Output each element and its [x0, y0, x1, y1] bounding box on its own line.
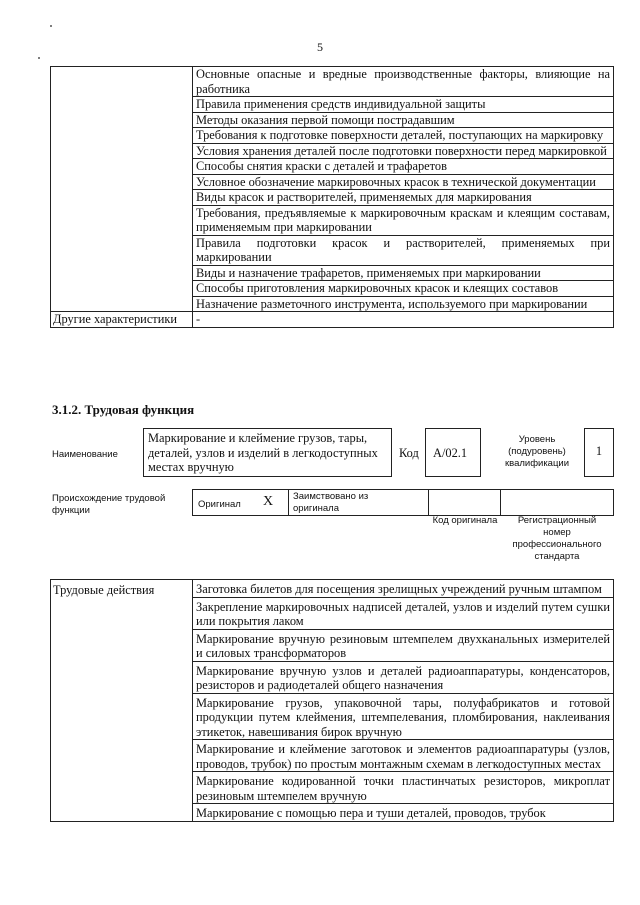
scan-speck [38, 57, 40, 59]
code-original-cell [428, 489, 501, 516]
knowledge-item: Виды красок и растворителей, применяемых для маркирования [193, 190, 614, 206]
page-number: 5 [317, 40, 323, 54]
action-item: Заготовка билетов для посещения зрелищных учреждений ручным штампом [193, 580, 614, 598]
knowledge-item: Требования, предъявляемые к маркировочным краскам и клеящим составам, применяемым при маркировании [193, 205, 614, 235]
code-label: Код [399, 446, 419, 460]
action-item: Маркирование грузов, упаковочной тары, полуфабрикатов и готовой продукции путем клеймения, штемпелевания, пломбирования, наклеивания этикеток, навешивания бирок вручную [193, 693, 614, 740]
knowledge-item: Требования к подготовке поверхности деталей, поступающих на маркировку [193, 128, 614, 144]
function-name-value: Маркирование и клеймение грузов, тары, деталей, узлов и изделий в легкодоступных местах вручную [148, 431, 378, 474]
scan-speck [50, 25, 52, 27]
origin-label: Происхождение трудовой функции [52, 493, 166, 516]
actions-label: Трудовые действия [51, 580, 193, 822]
borrowed-cell [288, 489, 429, 516]
action-item: Маркирование кодированной точки пластинчатых резисторов, микроплат резиновым штемпелем вручную [193, 772, 614, 804]
knowledge-item: Условное обозначение маркировочных красок в технической документации [193, 174, 614, 190]
level-box [584, 428, 614, 477]
code-box [425, 428, 481, 477]
reg-number-cell [500, 489, 614, 516]
knowledge-item: Способы приготовления маркировочных красок и клеящих составов [193, 281, 614, 297]
original-label: Оригинал [198, 499, 241, 510]
action-item: Маркирование вручную резиновым штемпелем двухканальных измерителей и силовых трансформаторов [193, 629, 614, 661]
knowledge-label-cell [51, 67, 193, 312]
action-item: Маркирование вручную узлов и деталей радиоаппаратуры, конденсаторов, резисторов и радиодеталей общего назначения [193, 661, 614, 693]
actions-table [50, 579, 614, 822]
knowledge-item: Условия хранения деталей после подготовки поверхности перед маркировкой [193, 143, 614, 159]
knowledge-item: Виды и назначение трафаретов, применяемых при маркировании [193, 265, 614, 281]
code-value: А/02.1 [433, 446, 468, 460]
action-item: Закрепление маркировочных надписей деталей, узлов и изделий путем сушки или покрытия лаком [193, 597, 614, 629]
knowledge-item: Методы оказания первой помощи пострадавшим [193, 112, 614, 128]
knowledge-item: Правила подготовки красок и растворителей, применяемых при маркировании [193, 235, 614, 265]
name-label: Наименование [52, 449, 118, 460]
other-characteristics-value: - [193, 312, 614, 328]
other-characteristics-label: Другие характеристики [51, 312, 193, 328]
code-original-label: Код оригинала [432, 515, 498, 526]
function-name-box [143, 428, 392, 477]
level-label: Уровень (подуровень) квалификации [504, 434, 570, 469]
original-cell [192, 489, 289, 516]
knowledge-item: Основные опасные и вредные производственные факторы, влияющие на работника [193, 67, 614, 97]
reg-number-label: Регистрационный номер профессионального стандарта [512, 515, 602, 562]
action-item: Маркирование с помощью пера и туши деталей, проводов, трубок [193, 804, 614, 822]
knowledge-item: Способы снятия краски с деталей и трафаретов [193, 159, 614, 175]
action-item: Маркирование и клеймение заготовок и элементов радиоаппаратуры (узлов, проводов, трубок) по простым монтажным схемам в легкодоступных местах [193, 740, 614, 772]
borrowed-label: Заимствовано из оригинала [293, 491, 369, 514]
knowledge-table [50, 66, 614, 328]
knowledge-item: Правила применения средств индивидуальной защиты [193, 97, 614, 113]
knowledge-item: Назначение разметочного инструмента, используемого при маркировании [193, 296, 614, 312]
original-mark: X [263, 494, 274, 509]
level-value: 1 [595, 444, 603, 458]
section-title: 3.1.2. Трудовая функция [52, 402, 195, 417]
